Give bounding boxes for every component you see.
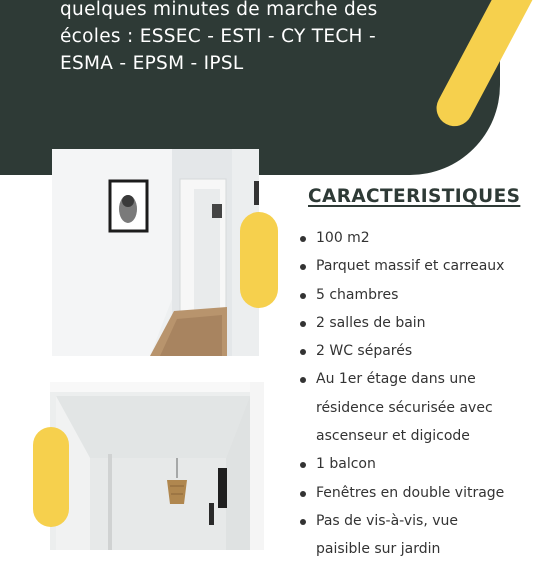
- feature-item-text: 2 WC séparés: [316, 343, 413, 360]
- header-line-1: quelques minutes de marche des: [60, 0, 378, 20]
- bedroom-illustration: [50, 382, 264, 550]
- feature-item-text: paisible sur jardin: [316, 541, 441, 558]
- header-line-3: ESMA - EPSM - IPSL: [60, 53, 244, 74]
- feature-item: [298, 479, 538, 507]
- feature-item: [298, 337, 538, 365]
- feature-item-text: résidence sécurisée avec: [316, 399, 493, 416]
- feature-item-text: Au 1er étage dans une: [316, 371, 476, 388]
- header-line-2: écoles : ESSEC - ESTI - CY TECH -: [60, 26, 376, 47]
- feature-item: [298, 224, 538, 252]
- feature-item: [298, 309, 538, 337]
- feature-item: [298, 365, 538, 450]
- feature-item-text: 2 salles de bain: [316, 314, 426, 331]
- feature-item-text: ascenseur et digicode: [316, 428, 470, 445]
- hallway-illustration: [52, 149, 259, 356]
- feature-item-text: 1 balcon: [316, 456, 376, 473]
- hallway-photo: [52, 149, 259, 356]
- feature-item-text: Parquet massif et carreaux: [316, 258, 505, 275]
- bedroom-photo: [50, 382, 264, 550]
- accent-shape-middle: [240, 212, 278, 308]
- features-title: CARACTERISTIQUES: [308, 186, 521, 207]
- feature-item-text: 100 m2: [316, 230, 370, 246]
- feature-item-text: 5 chambres: [316, 286, 399, 303]
- feature-item: [298, 450, 538, 478]
- accent-shape-bottom: [33, 427, 69, 527]
- feature-item: [298, 281, 538, 309]
- features-list: [298, 224, 538, 564]
- feature-item: [298, 507, 538, 564]
- feature-item-text: Fenêtres en double vitrage: [316, 484, 505, 501]
- feature-item: [298, 252, 538, 280]
- feature-item-text: Pas de vis-à-vis, vue: [316, 512, 459, 529]
- header-text: [60, 0, 460, 77]
